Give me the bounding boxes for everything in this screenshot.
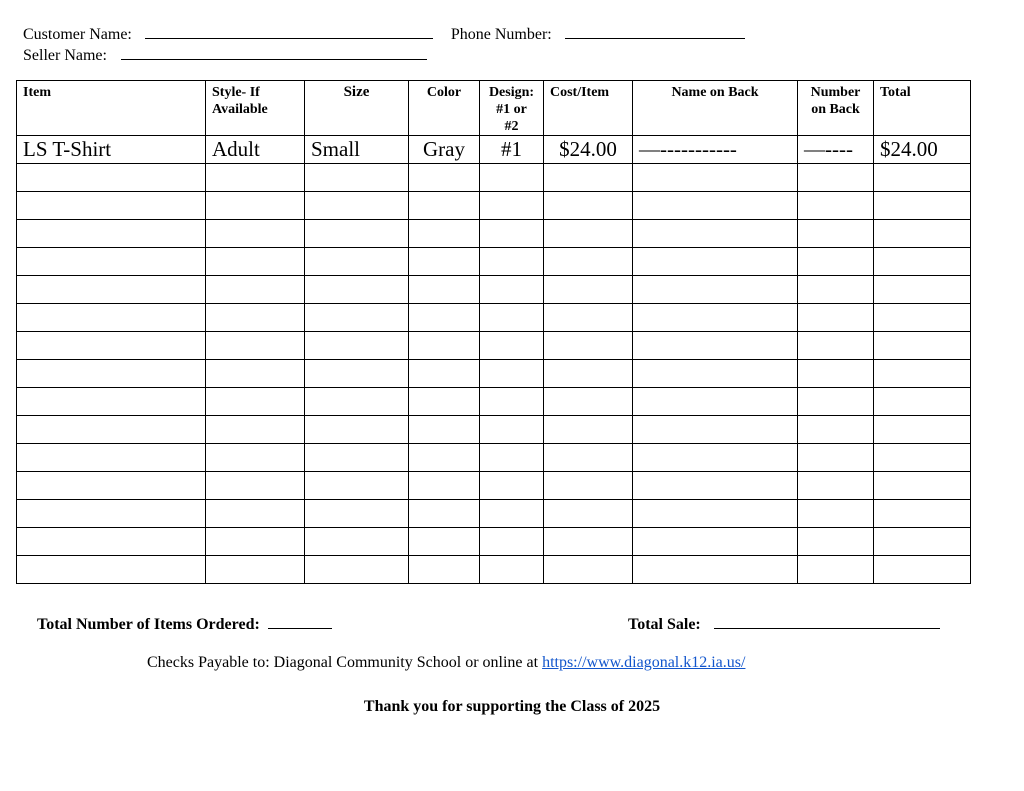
cell-style[interactable] bbox=[206, 472, 305, 500]
table-row bbox=[17, 304, 971, 332]
cell-size[interactable] bbox=[305, 304, 409, 332]
total-sale-label: Total Sale: bbox=[628, 616, 701, 633]
cell-style[interactable] bbox=[206, 416, 305, 444]
cell-total[interactable] bbox=[874, 192, 971, 220]
cell-cost[interactable] bbox=[544, 528, 633, 556]
cell-style[interactable] bbox=[206, 276, 305, 304]
cell-item[interactable] bbox=[17, 556, 206, 584]
cell-color[interactable] bbox=[409, 192, 480, 220]
cell-size[interactable] bbox=[305, 444, 409, 472]
cell-size[interactable] bbox=[305, 276, 409, 304]
cell-design[interactable] bbox=[480, 192, 544, 220]
cell-item[interactable] bbox=[17, 248, 206, 276]
cell-size[interactable] bbox=[305, 164, 409, 192]
cell-design[interactable] bbox=[480, 164, 544, 192]
cell-color[interactable] bbox=[409, 304, 480, 332]
cell-cost[interactable] bbox=[544, 500, 633, 528]
cell-style[interactable] bbox=[206, 528, 305, 556]
table-row bbox=[17, 220, 971, 248]
total-items-field[interactable] bbox=[268, 614, 332, 629]
cell-cost[interactable] bbox=[544, 416, 633, 444]
cell-style[interactable] bbox=[206, 332, 305, 360]
column-header-design: Design: #1 or #2 bbox=[480, 81, 544, 136]
cell-color[interactable] bbox=[409, 472, 480, 500]
cell-design[interactable] bbox=[480, 472, 544, 500]
cell-color[interactable] bbox=[409, 528, 480, 556]
column-header-item: Item bbox=[17, 81, 206, 136]
cell-number-on-back[interactable] bbox=[798, 332, 874, 360]
phone-number-field[interactable] bbox=[565, 24, 745, 39]
cell-number-on-back[interactable] bbox=[798, 528, 874, 556]
cell-design[interactable] bbox=[480, 528, 544, 556]
table-row bbox=[17, 500, 971, 528]
cell-color[interactable] bbox=[409, 164, 480, 192]
cell-item[interactable] bbox=[17, 220, 206, 248]
column-header-number-on-back: Number on Back bbox=[798, 81, 874, 136]
cell-cost[interactable] bbox=[544, 556, 633, 584]
cell-item[interactable] bbox=[17, 472, 206, 500]
cell-design[interactable] bbox=[480, 304, 544, 332]
column-header-color: Color bbox=[409, 81, 480, 136]
table-header-row bbox=[17, 81, 971, 136]
cell-cost[interactable] bbox=[544, 276, 633, 304]
table-row bbox=[17, 360, 971, 388]
cell-size[interactable] bbox=[305, 332, 409, 360]
column-header-cost: Cost/Item bbox=[544, 81, 633, 136]
cell-name-on-back[interactable] bbox=[633, 556, 798, 584]
cell-total[interactable] bbox=[874, 248, 971, 276]
cell-color[interactable] bbox=[409, 500, 480, 528]
table-row bbox=[17, 556, 971, 584]
cell-color[interactable]: Gray bbox=[409, 136, 480, 164]
table-row bbox=[17, 388, 971, 416]
cell-number-on-back[interactable] bbox=[798, 388, 874, 416]
cell-size[interactable] bbox=[305, 500, 409, 528]
cell-item[interactable]: LS T-Shirt bbox=[17, 136, 206, 164]
cell-style[interactable] bbox=[206, 388, 305, 416]
column-header-size: Size bbox=[305, 81, 409, 136]
cell-total[interactable] bbox=[874, 444, 971, 472]
cell-cost[interactable] bbox=[544, 248, 633, 276]
cell-number-on-back[interactable] bbox=[798, 500, 874, 528]
total-items-label: Total Number of Items Ordered: bbox=[37, 616, 260, 633]
cell-number-on-back[interactable] bbox=[798, 192, 874, 220]
column-header-name-on-back: Name on Back bbox=[633, 81, 798, 136]
cell-design[interactable] bbox=[480, 276, 544, 304]
cell-size[interactable] bbox=[305, 528, 409, 556]
cell-name-on-back[interactable] bbox=[633, 304, 798, 332]
cell-number-on-back[interactable] bbox=[798, 220, 874, 248]
cell-item[interactable] bbox=[17, 332, 206, 360]
cell-color[interactable] bbox=[409, 444, 480, 472]
cell-number-on-back[interactable]: —---- bbox=[798, 136, 874, 164]
cell-name-on-back[interactable] bbox=[633, 220, 798, 248]
cell-cost[interactable] bbox=[544, 360, 633, 388]
cell-cost[interactable] bbox=[544, 164, 633, 192]
seller-name-field[interactable] bbox=[121, 45, 427, 60]
cell-style[interactable] bbox=[206, 500, 305, 528]
cell-size[interactable] bbox=[305, 556, 409, 584]
table-row bbox=[17, 416, 971, 444]
cell-total[interactable] bbox=[874, 472, 971, 500]
table-row bbox=[17, 136, 971, 164]
cell-design[interactable]: #1 bbox=[480, 136, 544, 164]
cell-number-on-back[interactable] bbox=[798, 276, 874, 304]
cell-total[interactable]: $24.00 bbox=[874, 136, 971, 164]
cell-item[interactable] bbox=[17, 276, 206, 304]
cell-cost[interactable] bbox=[544, 444, 633, 472]
cell-total[interactable] bbox=[874, 220, 971, 248]
seller-name-label: Seller Name: bbox=[23, 47, 107, 64]
cell-style[interactable] bbox=[206, 444, 305, 472]
cell-name-on-back[interactable] bbox=[633, 360, 798, 388]
cell-color[interactable] bbox=[409, 360, 480, 388]
cell-size[interactable] bbox=[305, 472, 409, 500]
customer-name-row bbox=[23, 24, 745, 44]
cell-color[interactable] bbox=[409, 220, 480, 248]
cell-design[interactable] bbox=[480, 248, 544, 276]
table-row bbox=[17, 164, 971, 192]
cell-total[interactable] bbox=[874, 164, 971, 192]
cell-cost[interactable] bbox=[544, 304, 633, 332]
cell-name-on-back[interactable] bbox=[633, 332, 798, 360]
cell-number-on-back[interactable] bbox=[798, 444, 874, 472]
cell-name-on-back[interactable] bbox=[633, 164, 798, 192]
cell-name-on-back[interactable] bbox=[633, 472, 798, 500]
checks-payable-text: Checks Payable to: Diagonal Community School or online at bbox=[147, 654, 539, 671]
cell-number-on-back[interactable] bbox=[798, 360, 874, 388]
school-website-link[interactable]: https://www.diagonal.k12.ia.us/ bbox=[542, 654, 746, 671]
cell-total[interactable] bbox=[874, 388, 971, 416]
cell-item[interactable] bbox=[17, 360, 206, 388]
cell-item[interactable] bbox=[17, 444, 206, 472]
cell-size[interactable] bbox=[305, 220, 409, 248]
cell-name-on-back[interactable] bbox=[633, 248, 798, 276]
cell-design[interactable] bbox=[480, 556, 544, 584]
cell-cost[interactable] bbox=[544, 472, 633, 500]
cell-size[interactable] bbox=[305, 416, 409, 444]
table-row bbox=[17, 332, 971, 360]
cell-name-on-back[interactable] bbox=[633, 416, 798, 444]
cell-color[interactable] bbox=[409, 248, 480, 276]
cell-name-on-back[interactable] bbox=[633, 388, 798, 416]
cell-design[interactable] bbox=[480, 332, 544, 360]
cell-total[interactable] bbox=[874, 556, 971, 584]
cell-number-on-back[interactable] bbox=[798, 472, 874, 500]
column-header-style: Style- If Available bbox=[206, 81, 305, 136]
cell-style[interactable] bbox=[206, 164, 305, 192]
cell-size[interactable] bbox=[305, 192, 409, 220]
total-sale-row bbox=[628, 614, 940, 634]
cell-style[interactable] bbox=[206, 248, 305, 276]
cell-size[interactable] bbox=[305, 388, 409, 416]
cell-cost[interactable] bbox=[544, 192, 633, 220]
table-row bbox=[17, 276, 971, 304]
customer-name-field[interactable] bbox=[145, 24, 433, 39]
cell-total[interactable] bbox=[874, 332, 971, 360]
cell-item[interactable] bbox=[17, 500, 206, 528]
cell-number-on-back[interactable] bbox=[798, 416, 874, 444]
cell-total[interactable] bbox=[874, 304, 971, 332]
cell-color[interactable] bbox=[409, 416, 480, 444]
cell-number-on-back[interactable] bbox=[798, 248, 874, 276]
cell-design[interactable] bbox=[480, 444, 544, 472]
cell-color[interactable] bbox=[409, 276, 480, 304]
cell-cost[interactable] bbox=[544, 220, 633, 248]
total-items-row bbox=[37, 614, 332, 634]
total-sale-field[interactable] bbox=[714, 614, 940, 629]
cell-total[interactable] bbox=[874, 528, 971, 556]
cell-item[interactable] bbox=[17, 192, 206, 220]
cell-style[interactable]: Adult bbox=[206, 136, 305, 164]
cell-name-on-back[interactable] bbox=[633, 528, 798, 556]
cell-style[interactable] bbox=[206, 192, 305, 220]
cell-color[interactable] bbox=[409, 388, 480, 416]
cell-design[interactable] bbox=[480, 416, 544, 444]
table-row bbox=[17, 192, 971, 220]
cell-name-on-back[interactable] bbox=[633, 192, 798, 220]
column-header-total: Total bbox=[874, 81, 971, 136]
cell-design[interactable] bbox=[480, 500, 544, 528]
table-row bbox=[17, 472, 971, 500]
cell-total[interactable] bbox=[874, 500, 971, 528]
cell-size[interactable] bbox=[305, 360, 409, 388]
cell-item[interactable] bbox=[17, 164, 206, 192]
cell-style[interactable] bbox=[206, 220, 305, 248]
cell-total[interactable] bbox=[874, 276, 971, 304]
cell-name-on-back[interactable] bbox=[633, 444, 798, 472]
seller-name-row bbox=[23, 45, 427, 65]
cell-item[interactable] bbox=[17, 304, 206, 332]
cell-cost[interactable] bbox=[544, 332, 633, 360]
order-table bbox=[16, 80, 971, 584]
cell-size[interactable]: Small bbox=[305, 136, 409, 164]
cell-name-on-back[interactable] bbox=[633, 276, 798, 304]
cell-design[interactable] bbox=[480, 360, 544, 388]
cell-cost[interactable]: $24.00 bbox=[544, 136, 633, 164]
cell-design[interactable] bbox=[480, 388, 544, 416]
table-row bbox=[17, 444, 971, 472]
cell-name-on-back[interactable]: —----------- bbox=[633, 136, 798, 164]
thank-you-message: Thank you for supporting the Class of 2025 bbox=[363, 698, 661, 715]
cell-total[interactable] bbox=[874, 360, 971, 388]
cell-style[interactable] bbox=[206, 360, 305, 388]
phone-number-label: Phone Number: bbox=[450, 26, 552, 43]
cell-item[interactable] bbox=[17, 528, 206, 556]
customer-name-label: Customer Name: bbox=[23, 26, 132, 43]
table-row bbox=[17, 248, 971, 276]
cell-total[interactable] bbox=[874, 416, 971, 444]
cell-name-on-back[interactable] bbox=[633, 500, 798, 528]
cell-item[interactable] bbox=[17, 416, 206, 444]
cell-color[interactable] bbox=[409, 556, 480, 584]
cell-color[interactable] bbox=[409, 332, 480, 360]
cell-number-on-back[interactable] bbox=[798, 304, 874, 332]
cell-item[interactable] bbox=[17, 388, 206, 416]
table-row bbox=[17, 528, 971, 556]
cell-number-on-back[interactable] bbox=[798, 164, 874, 192]
cell-style[interactable] bbox=[206, 556, 305, 584]
cell-size[interactable] bbox=[305, 248, 409, 276]
cell-cost[interactable] bbox=[544, 388, 633, 416]
cell-style[interactable] bbox=[206, 304, 305, 332]
cell-design[interactable] bbox=[480, 220, 544, 248]
checks-payable-line bbox=[147, 654, 745, 672]
cell-number-on-back[interactable] bbox=[798, 556, 874, 584]
